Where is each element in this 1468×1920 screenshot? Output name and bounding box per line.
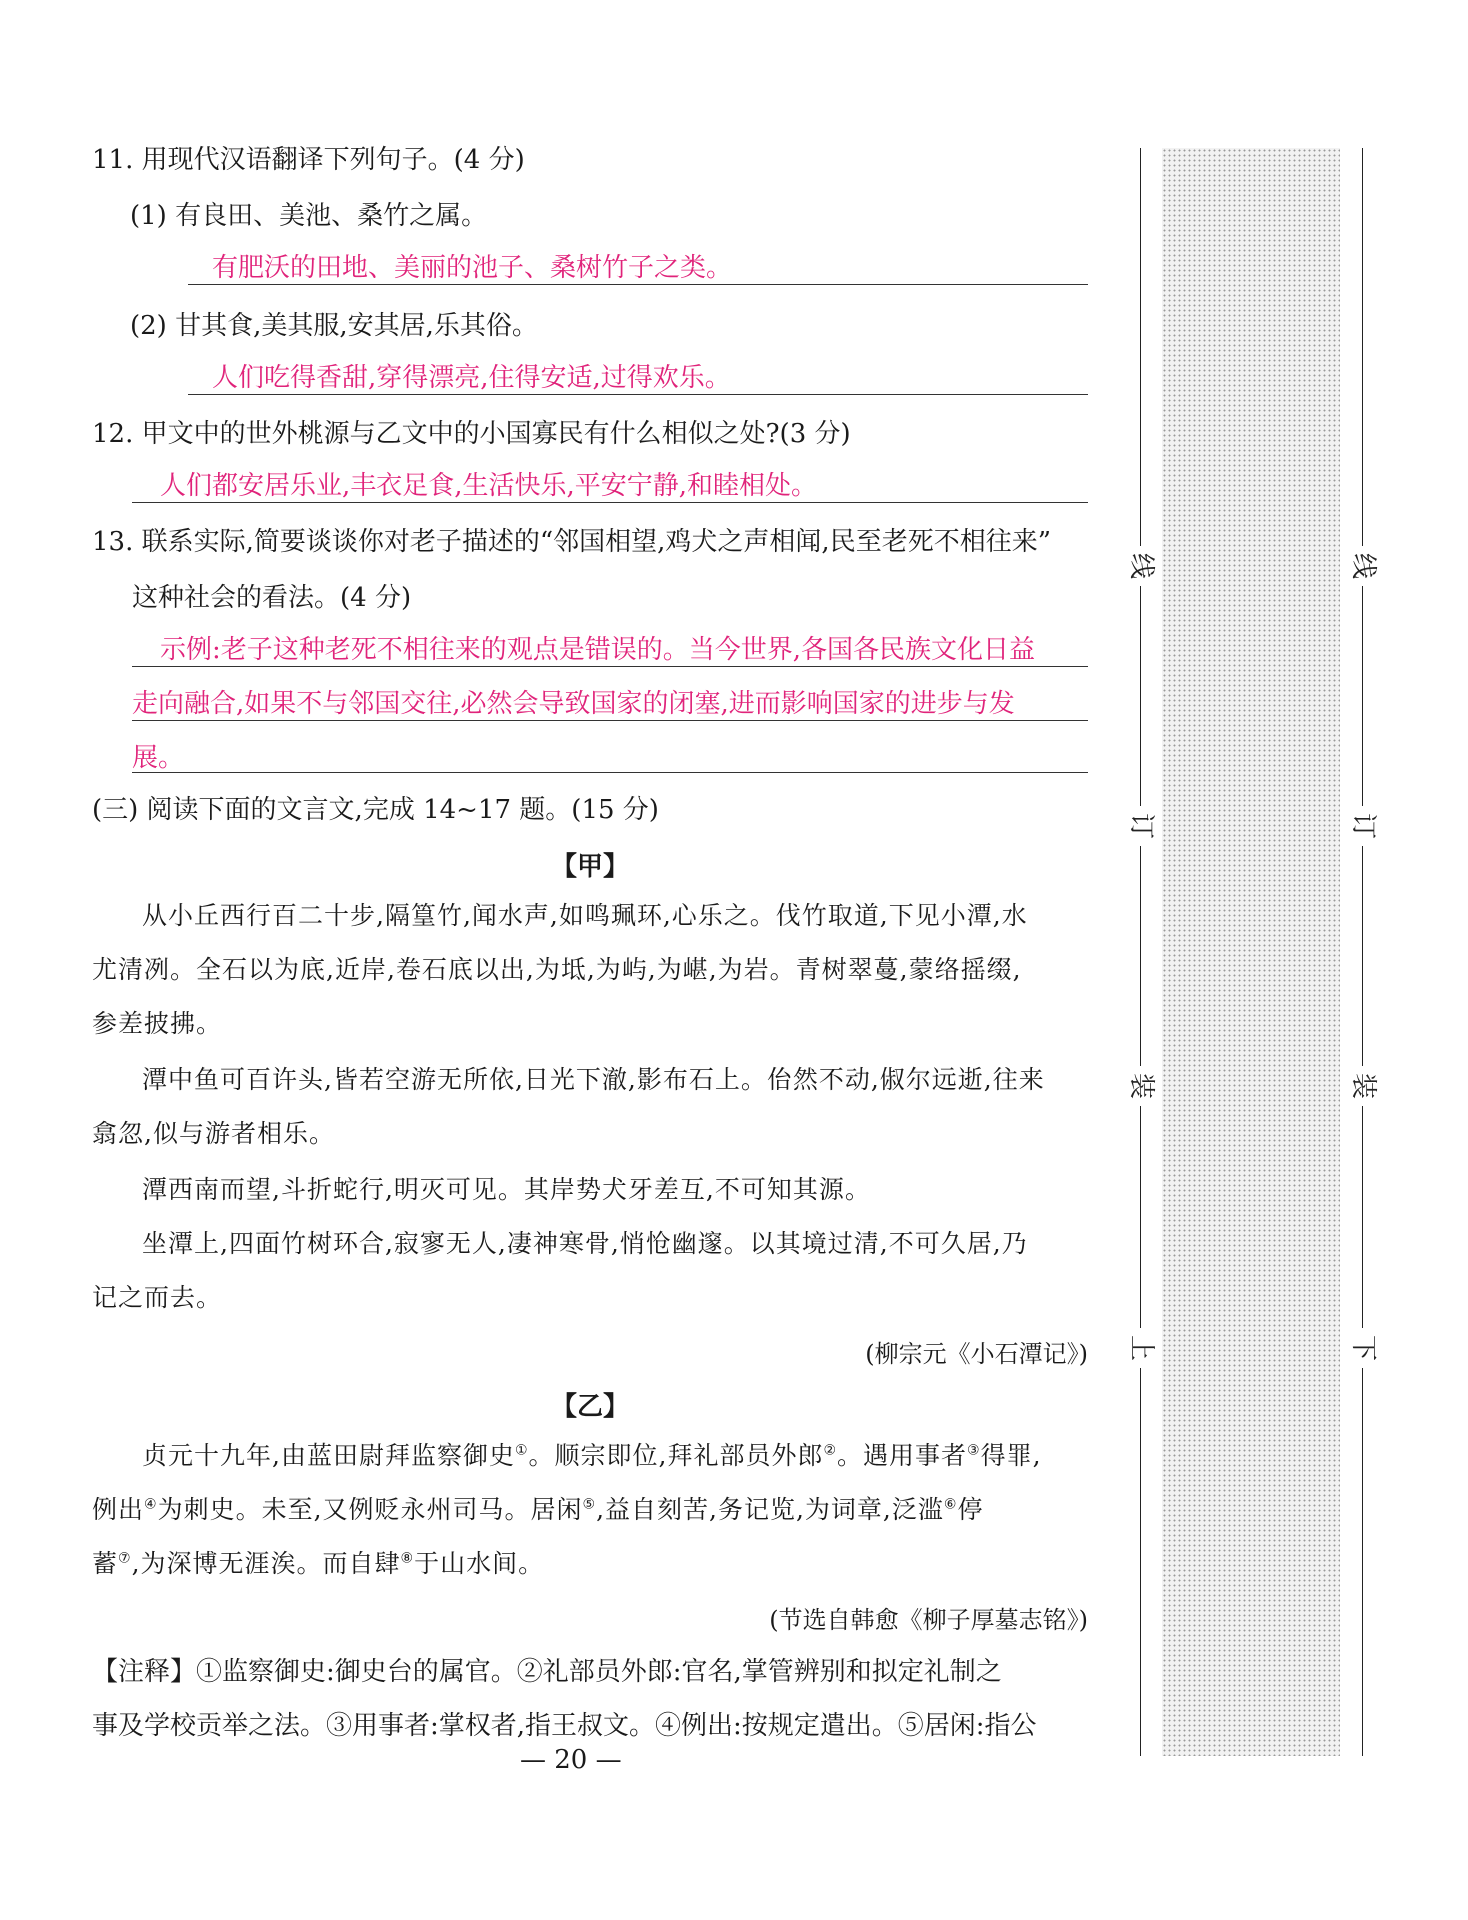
- yi-line3-text-c: 于山水间。: [414, 1549, 545, 1578]
- binding-label-left: 订: [1124, 806, 1158, 846]
- q11-sub1: (1) 有良田、美池、桑竹之属。: [130, 201, 488, 231]
- footnote-mark: ⑦: [118, 1550, 132, 1567]
- binding-dotted-strip: [1162, 148, 1340, 1756]
- q13-title-line1: 13. 联系实际,简要谈谈你对老子描述的“邻国相望,鸡犬之声相闻,民至老死不相往来”: [92, 527, 1051, 557]
- yi-line2-text-c: ,益自刻苦,务记览,为词章,泛滥: [596, 1495, 944, 1524]
- section3-heading: (三) 阅读下面的文言文,完成 14~17 题。(15 分): [92, 795, 659, 825]
- yi-line2: [92, 1492, 983, 1528]
- binding-label-right: 下: [1346, 1328, 1380, 1368]
- footnote-mark: ③: [967, 1442, 981, 1459]
- yi-line1-text-d: 得罪,: [980, 1441, 1042, 1470]
- jia-p3-line1: 潭西南而望,斗折蛇行,明灭可见。其岸势犬牙差互,不可知其源。: [142, 1175, 871, 1204]
- footnote-mark: ④: [144, 1496, 158, 1513]
- q11-title: 11. 用现代汉语翻译下列句子。(4 分): [92, 145, 525, 175]
- footnote-mark: ①: [514, 1442, 529, 1459]
- binding-label-right: 线: [1346, 546, 1380, 586]
- yi-line1-text-a: 贞元十九年,由蓝田尉拜监察御史: [142, 1441, 515, 1470]
- yi-line1-text-b: 。顺宗即位,拜礼部员外郎: [528, 1441, 824, 1470]
- q11-answer1: 有肥沃的田地、美丽的池子、桑树竹子之类。: [212, 253, 733, 283]
- binding-label-left: 装: [1124, 1066, 1158, 1106]
- binding-line-right: [1362, 148, 1363, 1756]
- binding-line-left: [1140, 148, 1141, 1756]
- q12-answer: 人们都安居乐业,丰衣足食,生活快乐,平安宁静,和睦相处。: [160, 471, 818, 501]
- page-number: — 20 —: [520, 1745, 622, 1775]
- q11-sub2: (2) 甘其食,美其服,安其居,乐其俗。: [130, 311, 538, 341]
- jia-p1-line1: 从小丘西行百二十步,隔篁竹,闻水声,如鸣珮环,心乐之。伐竹取道,下见小潭,水: [142, 901, 1028, 930]
- binding-label-right: 订: [1346, 806, 1380, 846]
- footnote-mark: ⑧: [400, 1550, 415, 1567]
- yi-line2-text-d: 停: [957, 1495, 984, 1524]
- notes-line1: 【注释】①监察御史:御史台的属官。②礼部员外郎:官名,掌管辨别和拟定礼制之: [92, 1657, 1002, 1687]
- footnote-mark: ⑤: [582, 1496, 597, 1513]
- binding-label-left: 上: [1124, 1328, 1158, 1368]
- footnote-mark: ⑥: [943, 1496, 958, 1513]
- jia-p1-line2: 尤清冽。全石以为底,近岸,卷石底以出,为坻,为屿,为嵁,为岩。青树翠蔓,蒙络摇缀,: [92, 955, 1022, 984]
- answer-line: [132, 502, 1088, 503]
- answer-line: [188, 284, 1088, 285]
- answer-line: [188, 394, 1088, 395]
- notes-line2: 事及学校贡举之法。③用事者:掌权者,指王叔文。④例出:按规定遣出。⑤居闲:指公: [92, 1711, 1037, 1741]
- passage-yi-label: 【乙】: [550, 1392, 629, 1422]
- yi-line2-text-a: 例出: [92, 1495, 145, 1524]
- answer-line: [132, 772, 1088, 773]
- binding-label-right: 装: [1346, 1066, 1380, 1106]
- answer-line: [132, 666, 1088, 667]
- answer-line: [132, 720, 1088, 721]
- binding-label-left: 线: [1124, 546, 1158, 586]
- jia-p4-line2: 记之而去。: [92, 1283, 223, 1312]
- jia-p1-line3: 参差披拂。: [92, 1009, 223, 1038]
- yi-line1: [142, 1438, 1042, 1474]
- q13-answer-line3: 展。: [132, 743, 185, 773]
- jia-source: (柳宗元《小石潭记》): [865, 1340, 1088, 1368]
- yi-source: (节选自韩愈《柳子厚墓志铭》): [769, 1606, 1088, 1634]
- q13-answer-line1: 示例:老子这种老死不相往来的观点是错误的。当今世界,各国各民族文化日益: [160, 635, 1036, 665]
- jia-p2-line1: 潭中鱼可百许头,皆若空游无所依,日光下澈,影布石上。佁然不动,俶尔远逝,往来: [142, 1065, 1045, 1094]
- q13-answer-line2: 走向融合,如果不与邻国交往,必然会导致国家的闭塞,进而影响国家的进步与发: [132, 689, 1015, 719]
- footnote-mark: ②: [823, 1442, 838, 1459]
- yi-line3: [92, 1546, 544, 1582]
- passage-jia-label: 【甲】: [550, 852, 629, 882]
- jia-p4-line1: 坐潭上,四面竹树环合,寂寥无人,凄神寒骨,悄怆幽邃。以其境过清,不可久居,乃: [142, 1229, 1028, 1258]
- q11-answer2: 人们吃得香甜,穿得漂亮,住得安适,过得欢乐。: [212, 363, 731, 393]
- jia-p2-line2: 翕忽,似与游者相乐。: [92, 1119, 335, 1148]
- yi-line2-text-b: 为刺史。未至,又例贬永州司马。居闲: [157, 1495, 583, 1524]
- q13-title-line2: 这种社会的看法。(4 分): [132, 583, 412, 613]
- q12-title: 12. 甲文中的世外桃源与乙文中的小国寡民有什么相似之处?(3 分): [92, 419, 851, 449]
- yi-line3-text-a: 蓄: [92, 1549, 119, 1578]
- yi-line1-text-c: 。遇用事者: [837, 1441, 968, 1470]
- yi-line3-text-b: ,为深博无涯涘。而自肆: [131, 1549, 401, 1578]
